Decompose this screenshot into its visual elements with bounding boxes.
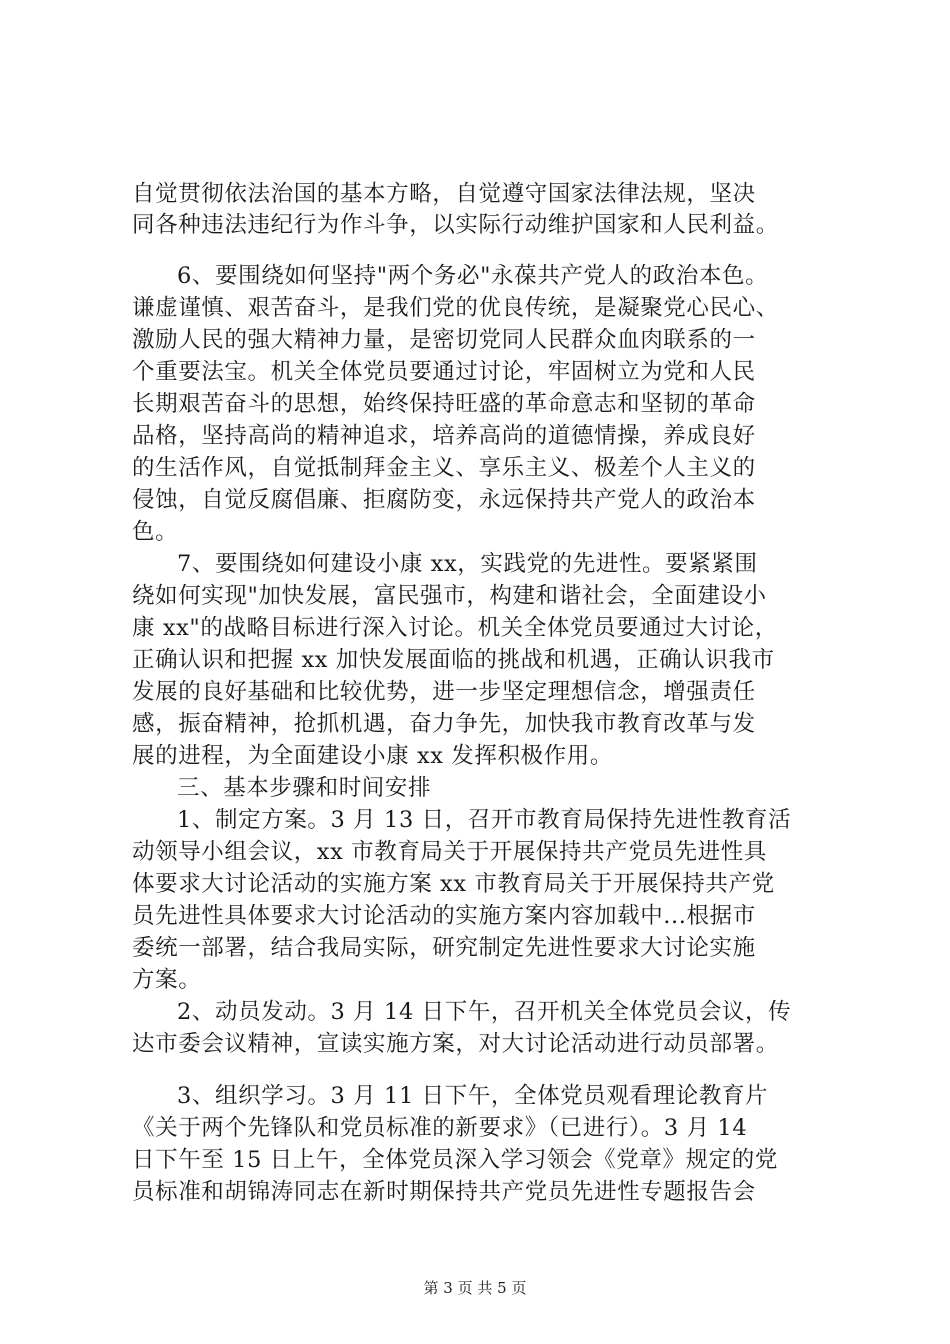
body-line: 感，振奋精神，抢抓机遇，奋力争先，加快我市教育改革与发: [132, 711, 756, 737]
body-line: 员先进性具体要求大讨论活动的实施方案内容加载中...根据市: [132, 903, 756, 929]
body-line: 发展的良好基础和比较优势，进一步坚定理想信念，增强责任: [132, 679, 756, 705]
body-line: 谦虚谨慎、艰苦奋斗，是我们党的优良传统，是凝聚党心民心、: [132, 295, 779, 321]
body-line: 委统一部署，结合我局实际，研究制定先进性要求大讨论实施: [132, 935, 756, 961]
step-1-heading: 1、制定方案。3 月 13 日，召开市教育局保持先进性教育活: [177, 807, 792, 833]
body-line: 方案。: [132, 967, 202, 993]
body-line: 色。: [132, 519, 179, 545]
step-3-heading: 3、组织学习。3 月 11 日下午，全体党员观看理论教育片: [177, 1083, 769, 1109]
section-heading: 三、基本步骤和时间安排: [177, 775, 432, 801]
page-number-footer: 第 3 页 共 5 页: [423, 1279, 527, 1297]
body-line: 展的进程，为全面建设小康 xx 发挥积极作用。: [132, 743, 613, 769]
body-line: 激励人民的强大精神力量，是密切党同人民群众血肉联系的一: [132, 327, 756, 353]
body-line: 《关于两个先锋队和党员标准的新要求》（已进行）。3 月 14: [132, 1115, 748, 1141]
body-line: 员标准和胡锦涛同志在新时期保持共产党员先进性专题报告会: [132, 1179, 756, 1205]
body-line: 个重要法宝。机关全体党员要通过讨论，牢固树立为党和人民: [132, 359, 756, 385]
body-line: 长期艰苦奋斗的思想，始终保持旺盛的革命意志和坚韧的革命: [132, 391, 756, 417]
body-line: 绕如何实现"加快发展，富民强市，构建和谐社会，全面建设小: [132, 583, 767, 609]
body-line: 动领导小组会议，xx 市教育局关于开展保持共产党员先进性具: [132, 839, 767, 865]
body-line: 自觉贯彻依法治国的基本方略，自觉遵守国家法律法规，坚决: [132, 181, 756, 207]
body-line: 达市委会议精神，宣读实施方案，对大讨论活动进行动员部署。: [132, 1031, 779, 1057]
paragraph-6-heading: 6、要围绕如何坚持"两个务必"永葆共产党人的政治本色。: [177, 263, 769, 289]
body-line: 侵蚀，自觉反腐倡廉、拒腐防变，永远保持共产党人的政治本: [132, 487, 756, 513]
body-line: 的生活作风，自觉抵制拜金主义、享乐主义、极差个人主义的: [132, 455, 756, 481]
paragraph-7-heading: 7、要围绕如何建设小康 xx，实践党的先进性。要紧紧围: [177, 551, 758, 577]
body-line: 体要求大讨论活动的实施方案 xx 市教育局关于开展保持共产党: [132, 871, 775, 897]
body-line: 同各种违法违纪行为作斗争，以实际行动维护国家和人民利益。: [132, 212, 779, 238]
body-line: 正确认识和把握 xx 加快发展面临的挑战和机遇，正确认识我市: [132, 647, 775, 673]
body-line: 日下午至 15 日上午，全体党员深入学习领会《党章》规定的党: [132, 1147, 778, 1173]
body-line: 康 xx"的战略目标进行深入讨论。机关全体党员要通过大讨论，: [132, 615, 778, 641]
body-line: 品格，坚持高尚的精神追求，培养高尚的道德情操，养成良好: [132, 423, 756, 449]
step-2-heading: 2、动员发动。3 月 14 日下午，召开机关全体党员会议，传: [177, 999, 792, 1025]
